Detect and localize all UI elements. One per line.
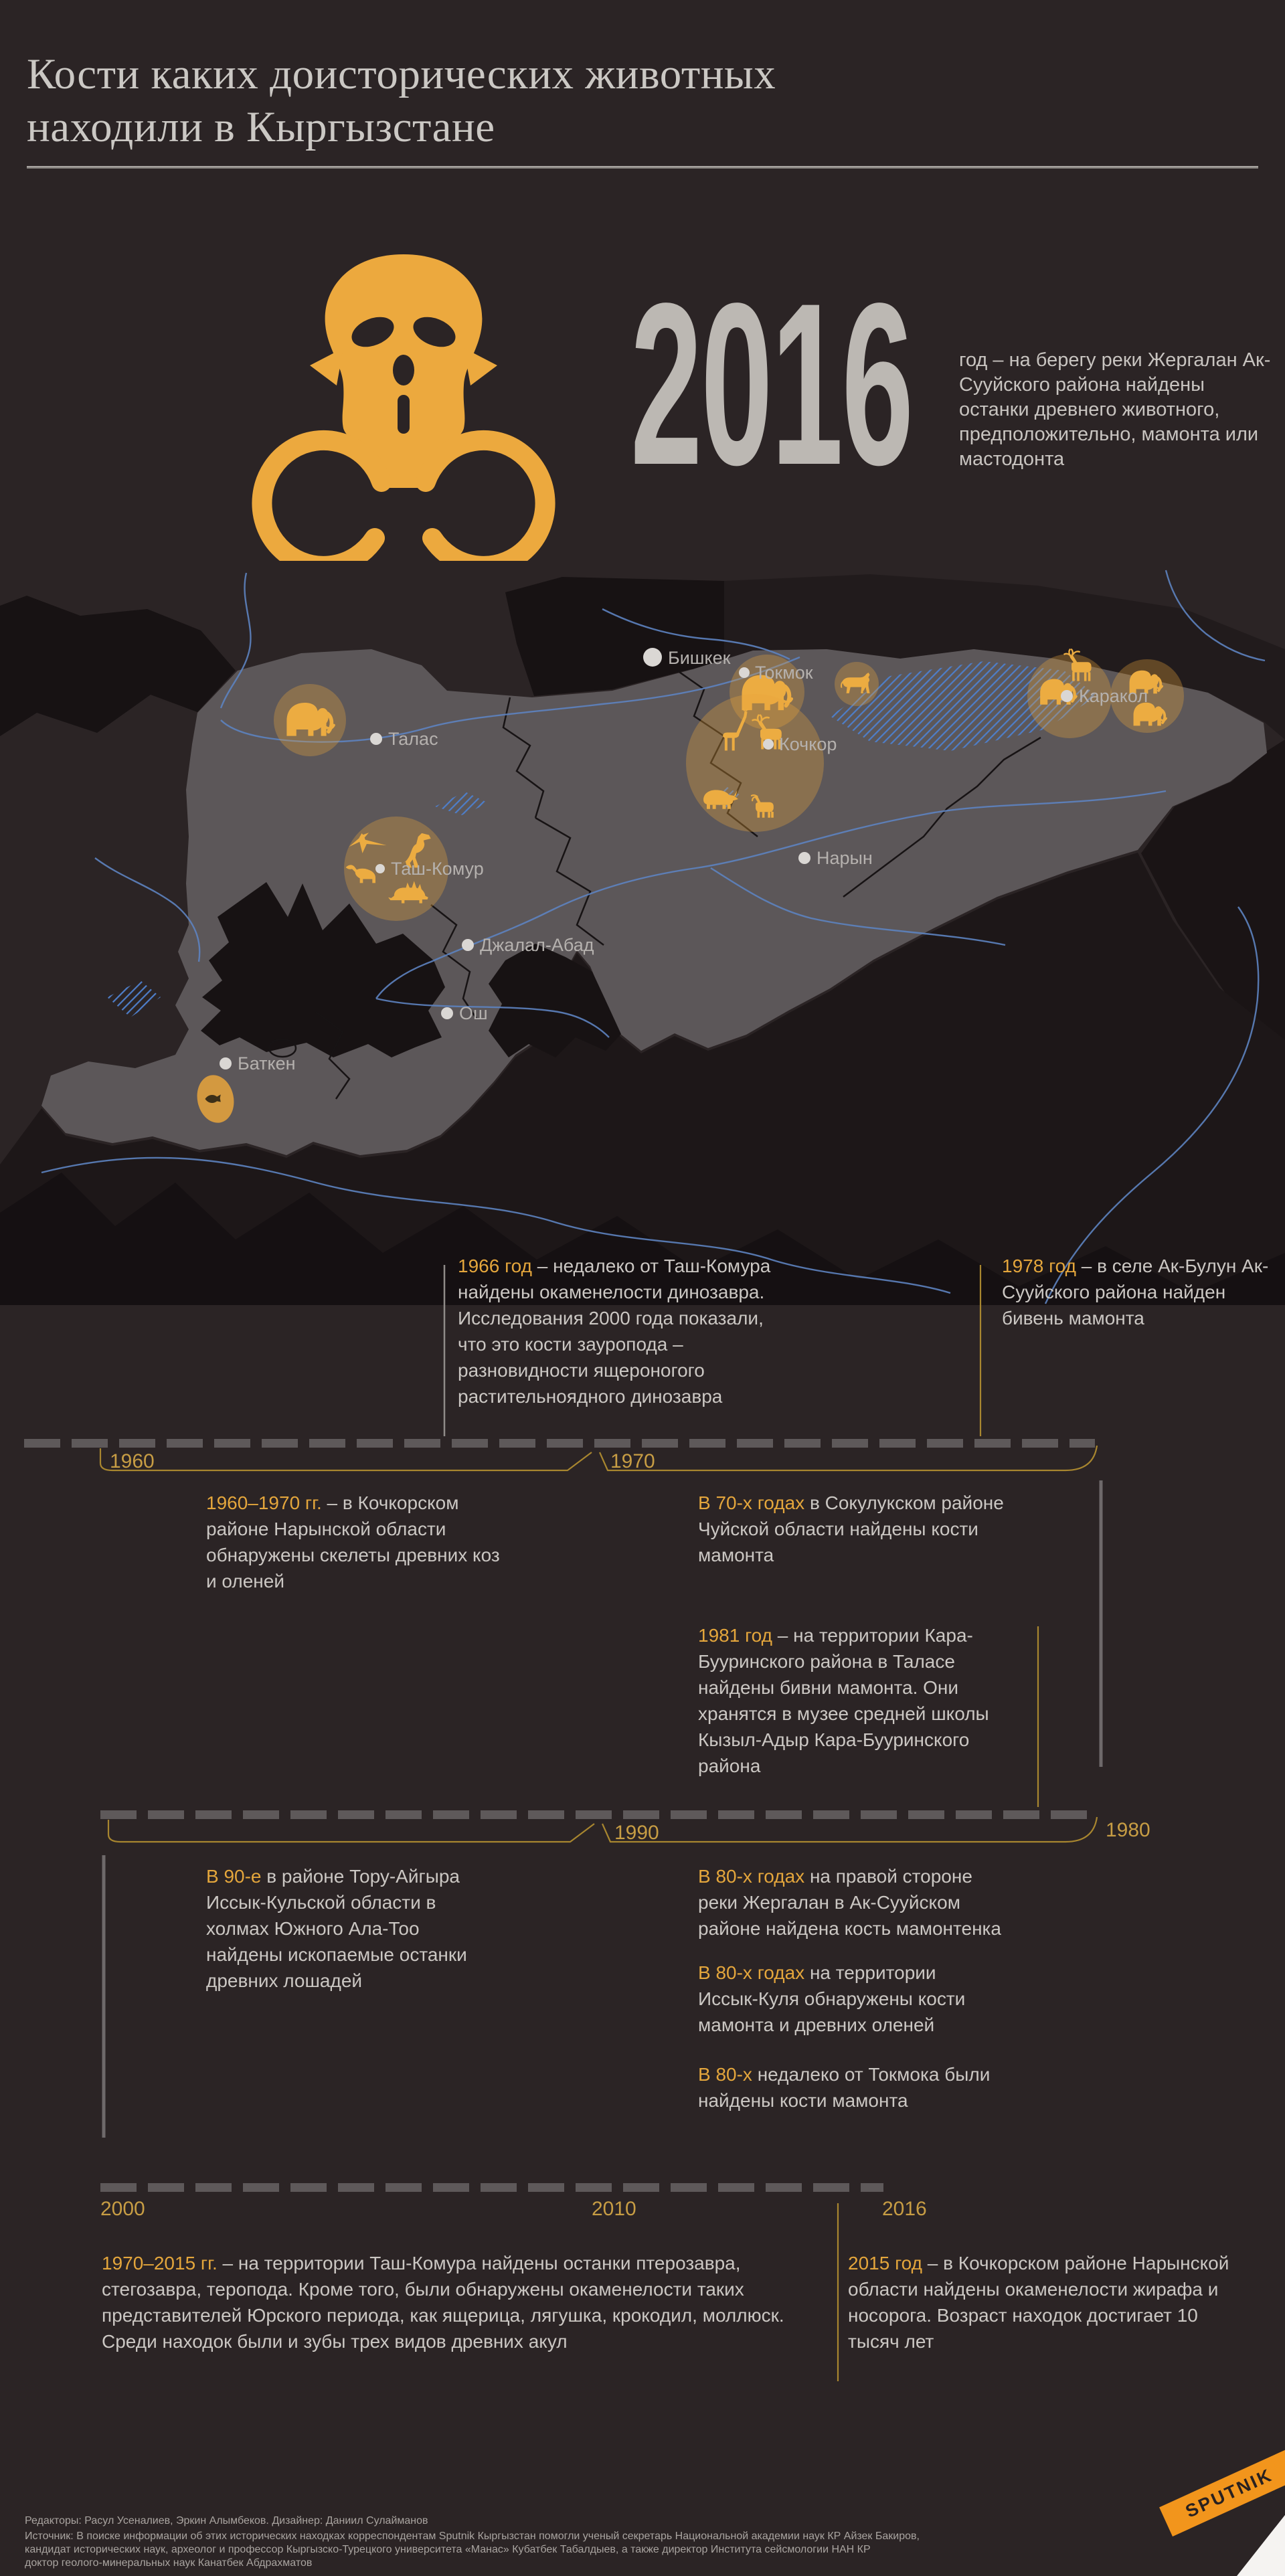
year-label-1990: 1990 xyxy=(614,1822,659,1844)
hero-year: 2016 xyxy=(630,256,912,513)
year-label-1980: 1980 xyxy=(1106,1819,1150,1841)
event-1978: 1978 год – в селе Ак-Булун Ак-Сууйского района найден бивень мамонта xyxy=(1002,1256,1269,1328)
footer-source-line3: доктор геолого-минеральных наук Канатбек Абдрахматов xyxy=(25,2557,313,2569)
year-label-2010: 2010 xyxy=(592,2198,636,2220)
event-1966: 1966 год – недалеко от Таш-Комура найдены окаменелости динозавра. Исследования 2000 года показали, что это кости зауропода – разновидности ящероногого растительноядного динозавра xyxy=(458,1256,771,1407)
event-year: В 70-х годах xyxy=(698,1492,805,1513)
year-label-2000: 2000 xyxy=(100,2198,145,2220)
timeline-bar-1980s xyxy=(100,1810,1096,1819)
year-label-1970: 1970 xyxy=(610,1450,655,1472)
event-1980s-a: В 80-х годах на правой стороне реки Жергалан в Ак-Сууйском районе найдена кость мамонтенка xyxy=(698,1866,1001,1939)
city-label: Кочкор xyxy=(779,734,837,754)
event-1980s-c: В 80-х недалеко от Токмока были найдены кости мамонта xyxy=(698,2064,991,2111)
event-2015: 2015 год – в Кочкорском районе Нарынской области найдены окаменелости жирафа и носорога. Возраст находок достигает 10 тысяч лет xyxy=(848,2253,1229,2352)
event-1981: 1981 год – на территории Кара-Бууринского района в Таласе найдены бивни мамонта. Они хранятся в музее средней школы Кызыл-Адыр Кара-Бууринского района xyxy=(698,1625,989,1776)
footer-credits: Редакторы: Расул Усеналиев, Эркин Алымбеков. Дизайнер: Даниил Сулайманов xyxy=(25,2515,428,2526)
hero-description: год – на берегу реки Жергалан Ак-Сууйского района найдены останки древнего животного, предположительно, мамонта или мастодонта xyxy=(959,349,1271,470)
sputnik-logo-text: SPUTNIK xyxy=(1182,2464,1276,2522)
city-label: Баткен xyxy=(238,1053,296,1074)
event-1960s: 1960–1970 гг. – в Кочкорском районе Нарынской области обнаружены скелеты древних коз и оленей xyxy=(206,1492,500,1592)
city-label: Бишкек xyxy=(668,648,731,668)
event-year: 1960–1970 гг. xyxy=(206,1492,322,1513)
event-year: 1981 год xyxy=(698,1625,772,1646)
page-title: Кости каких доисторических животных находили в Кыргызстане xyxy=(27,50,776,151)
city-label: Каракол xyxy=(1079,686,1148,706)
footer-source-line2: кандидат исторических наук, археолог и профессор Кыргызско-Турецкого университета «Манас» Кубатбек Табалдыев, а также директор Института сейсмологии НАН КР xyxy=(25,2544,871,2555)
event-year: В 80-х xyxy=(698,2064,752,2085)
year-label-2016: 2016 xyxy=(882,2198,927,2220)
city-label: Таш-Комур xyxy=(391,859,484,879)
event-year: В 80-х годах xyxy=(698,1962,805,1983)
event-year: 1966 год xyxy=(458,1256,532,1276)
city-label: Талас xyxy=(388,729,438,749)
city-label: Нарын xyxy=(817,848,873,868)
event-1990s: В 90-е в районе Тору-Айгыра Иссык-Кульской области в холмах Южного Ала-Тоо найдены ископаемые останки древних лошадей xyxy=(206,1866,467,1991)
footer-source-line1: Источник: В поиске информации об этих исторических находках корреспондентам Sputnik Кыргызстан помогли ученый секретарь Национальной академии наук КР Айзек Бакиров, xyxy=(25,2530,920,2542)
event-year: 2015 год xyxy=(848,2253,922,2273)
timeline-bar-1960s xyxy=(24,1439,1095,1448)
city-label: Ош xyxy=(459,1003,488,1023)
city-label: Токмок xyxy=(755,663,813,683)
event-year: В 90-е xyxy=(206,1866,262,1887)
event-year: 1978 год xyxy=(1002,1256,1076,1276)
event-year: В 80-х годах xyxy=(698,1866,805,1887)
event-1970s: В 70-х годах в Сокулукском районе Чуйской области найдены кости мамонта xyxy=(698,1492,1004,1565)
city-label: Джалал-Абад xyxy=(480,935,594,955)
year-label-1960: 1960 xyxy=(110,1450,155,1472)
timeline-bar-2000s xyxy=(100,2183,883,2192)
event-year: 1970–2015 гг. xyxy=(102,2253,218,2273)
event-1980s-b: В 80-х годах на территории Иссык-Куля обнаружены кости мамонта и древних оленей xyxy=(698,1962,966,2035)
event-1970-2015: 1970–2015 гг. – на территории Таш-Комура найдены останки птерозавра, стегозавра, теропода. Кроме того, были обнаружены окаменелости таких представителей Юрского периода, как ящерица, лягушка, крокодил, моллюск. Среди находок были и зубы трех видов древних акул xyxy=(102,2253,784,2352)
